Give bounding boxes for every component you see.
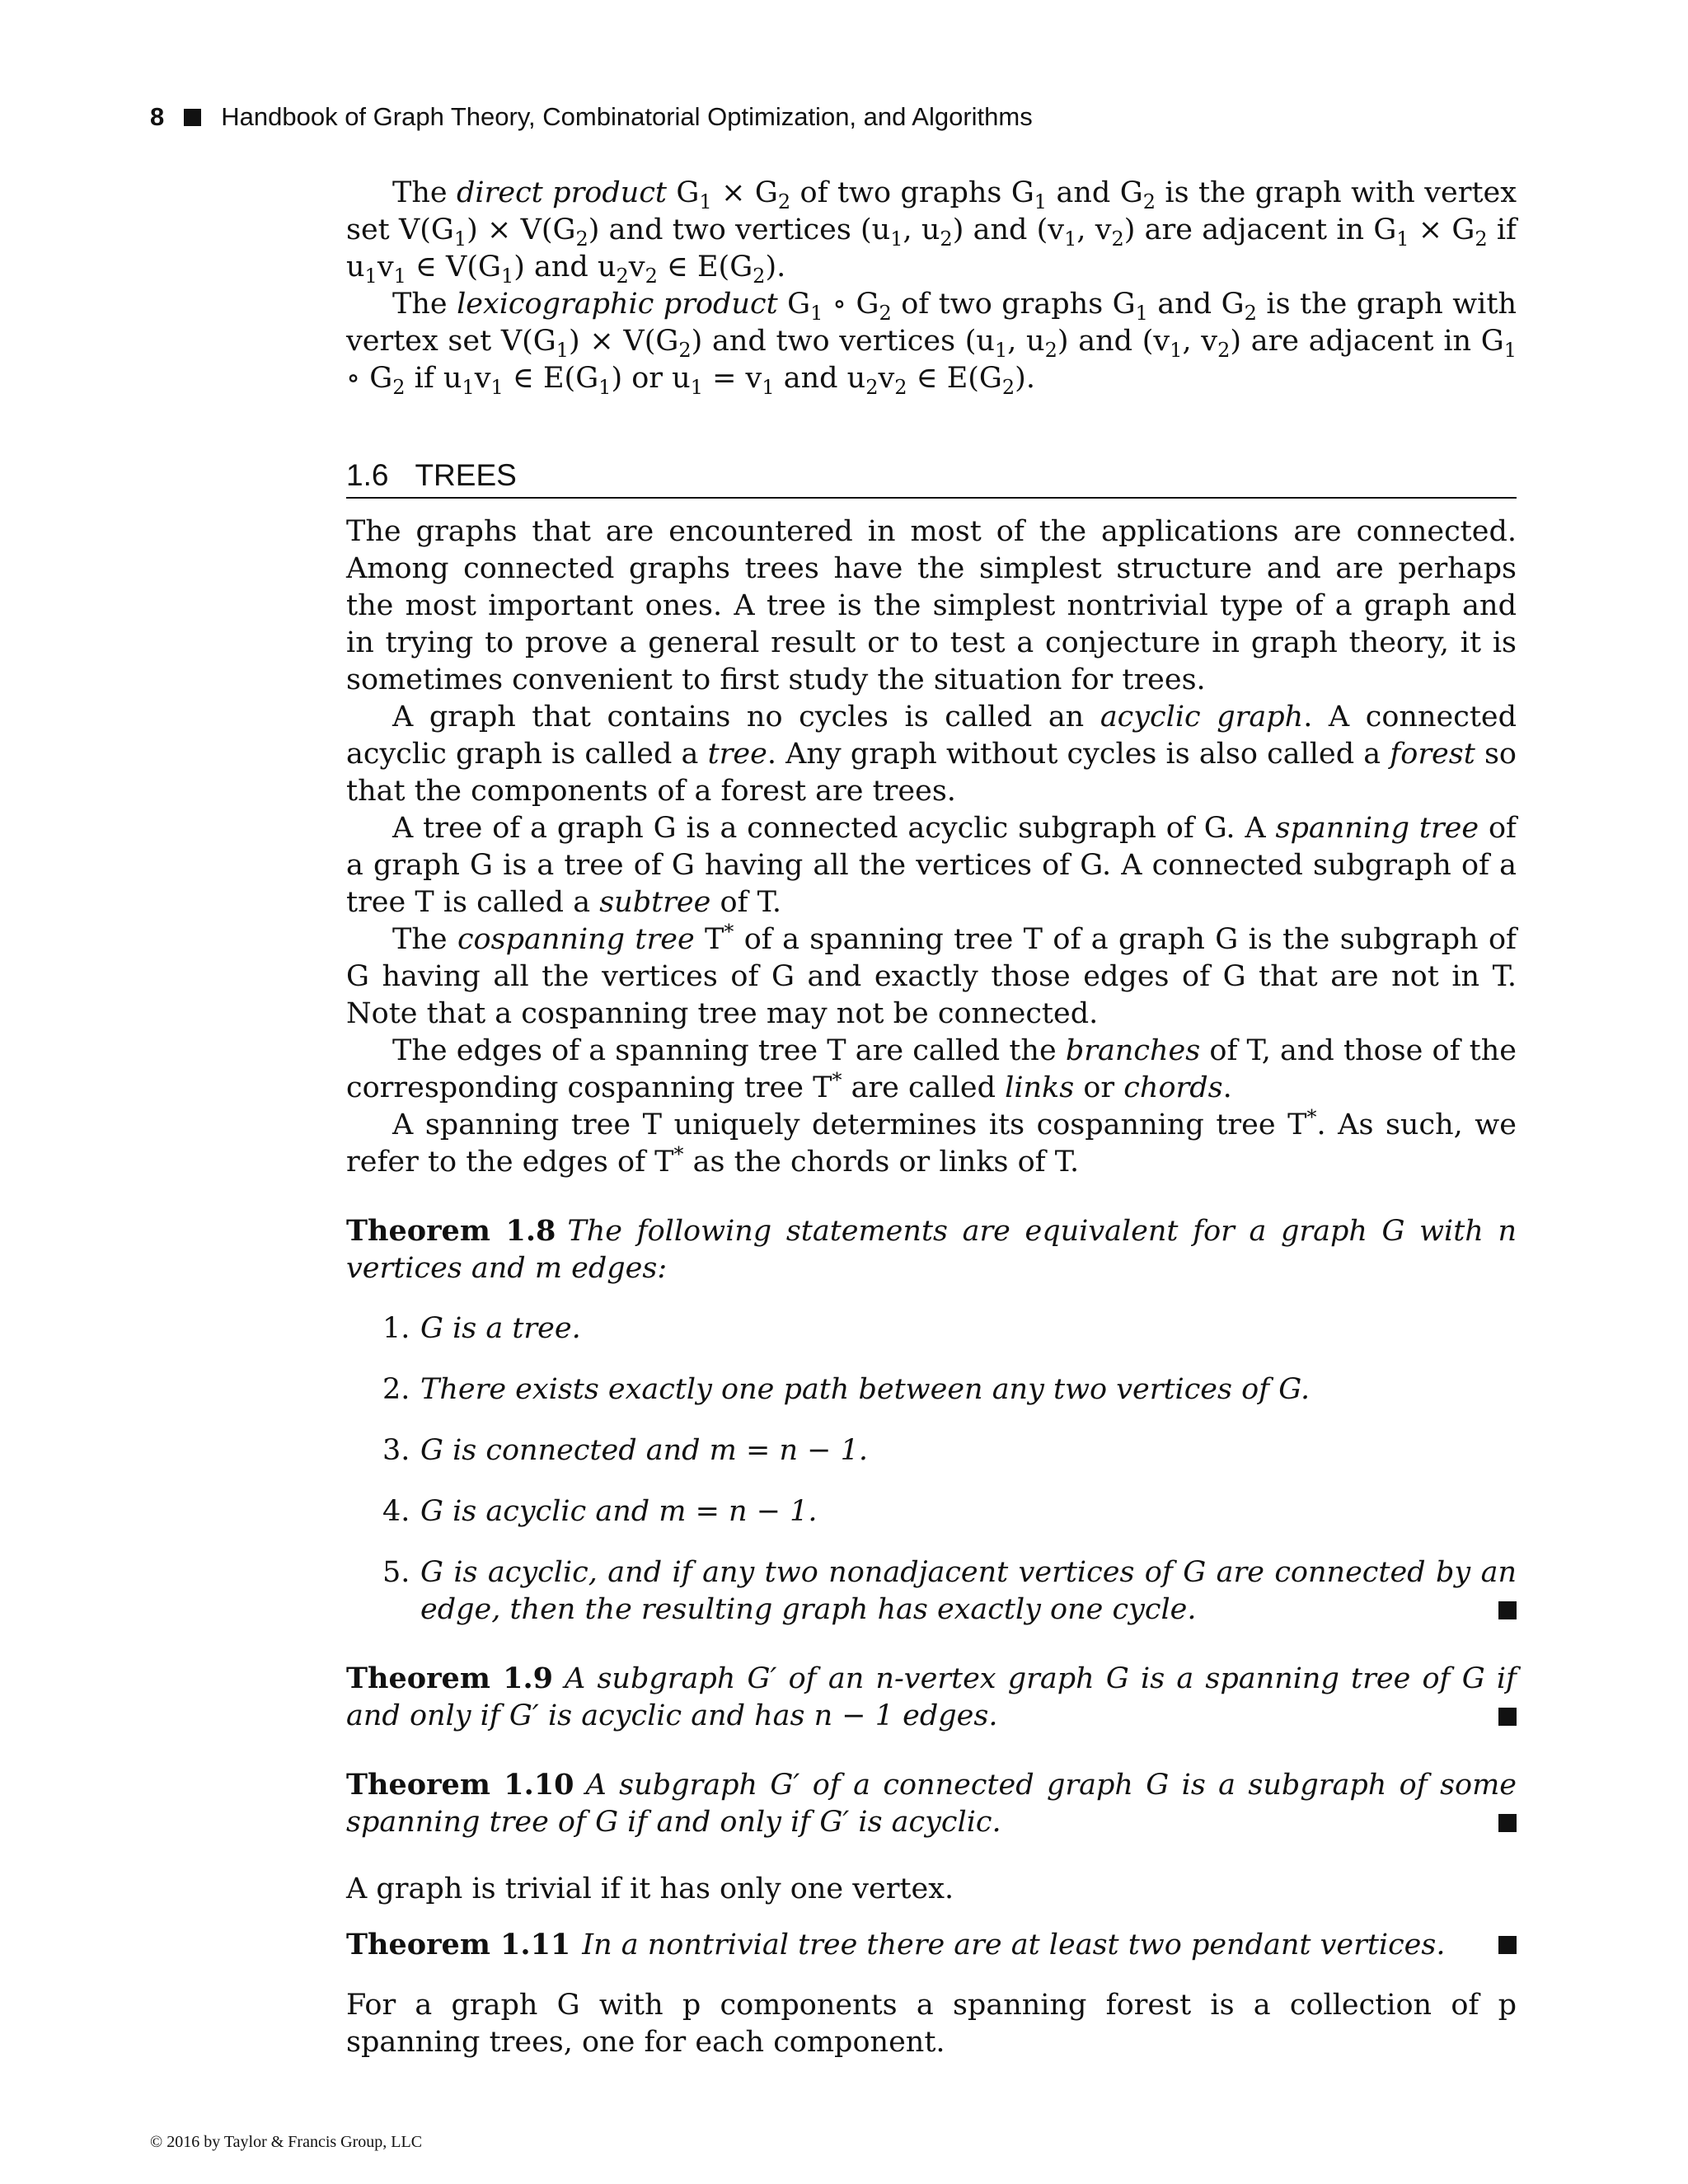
running-header (150, 102, 1033, 132)
end-of-proof-icon (1498, 1601, 1517, 1619)
paragraph-spanning-forest: For a graph G with p components a spanning forest is a collection of p spanning trees, one for each component. (346, 1989, 1517, 2059)
theorem-1-8 (346, 1212, 1517, 1629)
page-number: 8 (150, 102, 165, 131)
theorem-statement: A subgraph G′ of a connected graph G is a subgraph of some spanning tree of G if and only if G′ is acyclic. (346, 1769, 1517, 1839)
theorem-label: Theorem 1.9 (346, 1661, 553, 1695)
list-item: 4. G is acyclic and m = n − 1. (382, 1495, 818, 1528)
paragraph-unique: A spanning tree T uniquely determines its cospanning tree T*. As such, we refer to the edges of T* as the chords or links of T. (346, 1105, 1517, 1179)
section-heading (346, 457, 1517, 499)
theorem-list (346, 1310, 1517, 1629)
paragraph-cospanning-tree: The cospanning tree T* of a spanning tree T of a graph G is the subgraph of G having all the vertices of G and exactly those edges of G that are not in T. Note that a cospanning tree may not be connected. (346, 920, 1517, 1030)
paragraph-trivial: A graph is trivial if it has only one vertex. (346, 1872, 954, 1905)
theorem-statement: The following statements are equivalent for a graph G with n vertices and m edges: (346, 1215, 1517, 1285)
theorem-statement: In a nontrivial tree there are at least two pendant vertices. (582, 1929, 1446, 1961)
header-square-icon (184, 109, 201, 126)
end-of-proof-icon (1498, 1936, 1517, 1954)
end-of-proof-icon (1498, 1708, 1517, 1726)
list-item: 2. There exists exactly one path between any two vertices of G. (382, 1373, 1311, 1406)
paragraph-direct-product: The direct product $G_1 \times G_2$ of two graphs $G_1$ and $G_2$ is the graph with vertex set $V(G_1) \times V(G_2)$ and two vertices ($u_1$, $u_2$) and ($v_1$, $v_2$) are adjacent in $G_1 \times G_2$ if $u_1v_1$ ∈ $V(G_1)$ and $u_2v_2$ ∈ $E(G_2)$. (346, 176, 1517, 288)
theorem-label: Theorem 1.8 (346, 1214, 556, 1248)
paragraph-branches: The edges of a spanning tree T are called the branches of T, and those of the corresponding cospanning tree T* are called links or chords. (346, 1034, 1517, 1104)
paragraph-acyclic: A graph that contains no cycles is called an acyclic graph. A connected acyclic graph is called a tree. Any graph without cycles is also called a forest so that the components of a forest are trees. (346, 701, 1517, 808)
theorem-label: Theorem 1.10 (346, 1768, 574, 1802)
theorem-1-11 (346, 1926, 1517, 1964)
theorem-label: Theorem 1.11 (346, 1928, 571, 1961)
paragraph-spanning-tree: A tree of a graph G is a connected acyclic subgraph of G. A spanning tree of a graph G is a tree of G having all the vertices of G. A connected subgraph of a tree T is called a subtree of T. (346, 812, 1517, 919)
paragraph-lexicographic-product: The lexicographic product $G_1$ ∘ $G_2$ of two graphs $G_1$ and $G_2$ is the graph with vertex set $V(G_1) \times V(G_2)$ and two vertices ($u_1$, $u_2$) and ($v_1$, $v_2$) are adjacent in $G_1$ ∘ $G_2$ if $u_1v_1$ ∈ $E(G_1)$ or $u_1 = v_1$ and $u_2v_2$ ∈ $E(G_2)$. (346, 288, 1517, 399)
theorem-1-10 (346, 1766, 1517, 1841)
theorem-1-9 (346, 1660, 1517, 1735)
section-title: TREES (415, 458, 517, 492)
list-item: 3. G is connected and m = n − 1. (382, 1434, 868, 1467)
theorem-statement: A subgraph G′ of an n-vertex graph G is a spanning tree of G if and only if G′ is acyclic and has n − 1 edges. (346, 1662, 1517, 1732)
list-item: 1. G is a tree. (382, 1312, 581, 1345)
running-title: Handbook of Graph Theory, Combinatorial Optimization, and Algorithms (221, 102, 1033, 131)
section-number: 1.6 (346, 458, 389, 492)
end-of-proof-icon (1498, 1814, 1517, 1832)
paragraph-trees-intro: The graphs that are encountered in most of the applications are connected. Among connected graphs trees have the simplest structure and are perhaps the most important ones. A tree is the simplest nontrivial type of a graph and in trying to prove a general result or to test a conjecture in graph theory, it is sometimes convenient to first study the situation for trees. (346, 515, 1517, 696)
page-body (346, 175, 1517, 2061)
list-item: 5. G is acyclic, and if any two nonadjacent vertices of G are connected by an edge, then the resulting graph has exactly one cycle. (382, 1556, 1517, 1626)
copyright-footer: © 2016 by Taylor & Francis Group, LLC (150, 2133, 423, 2151)
